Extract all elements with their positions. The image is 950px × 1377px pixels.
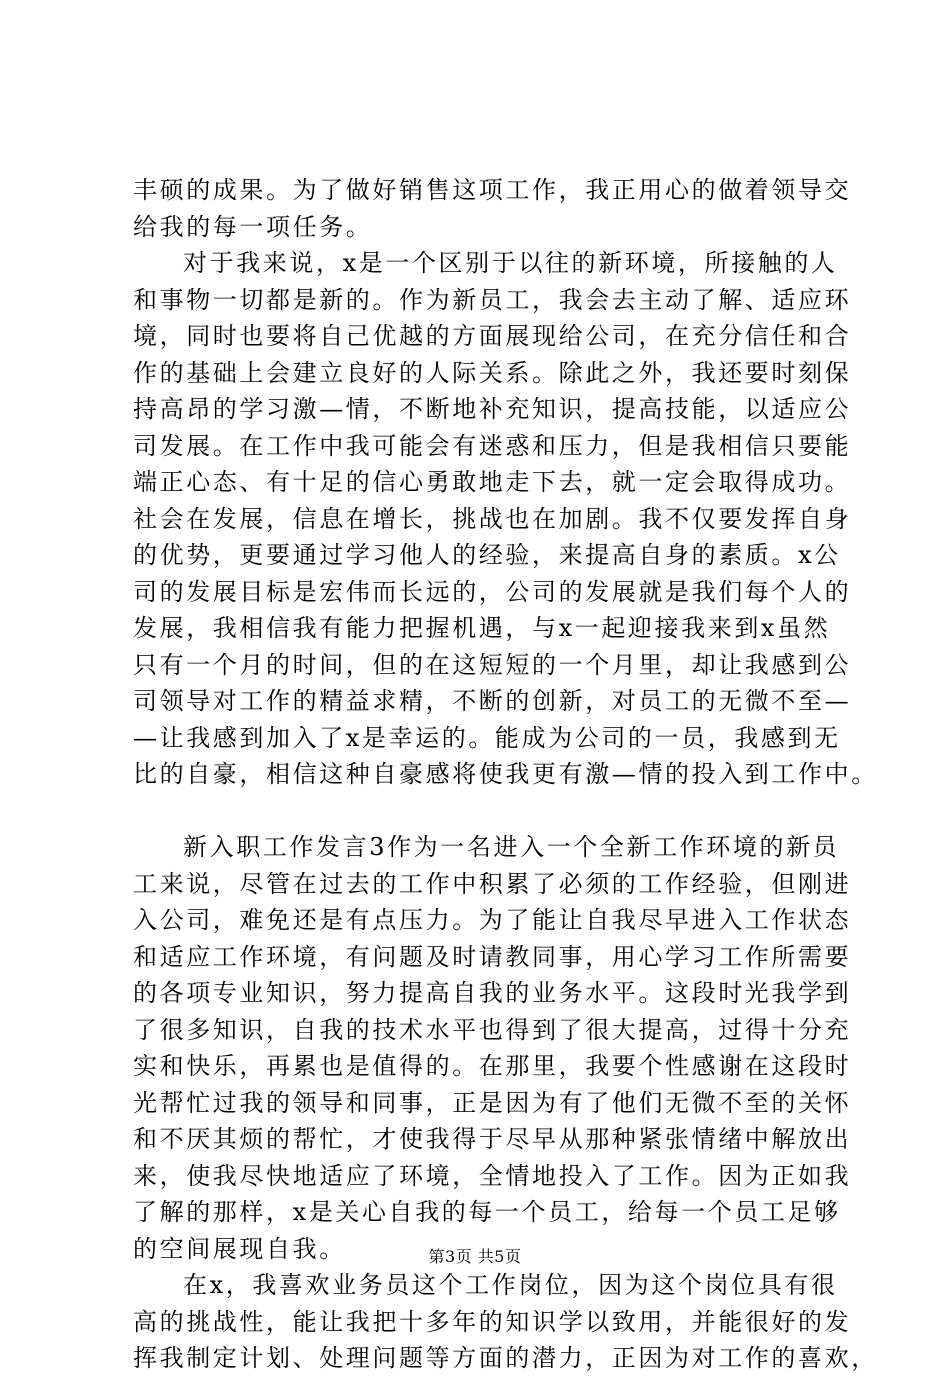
text-line: 挥我制定计划、处理问题等方面的潜力，正因为对工作的喜欢，	[133, 1344, 878, 1372]
text-line: 工来说，尽管在过去的工作中积累了必须的工作经验，但刚进	[133, 869, 852, 898]
text-line: 在x，我喜欢业务员这个工作岗位，因为这个岗位具有很	[183, 1271, 838, 1299]
text-line: 的各项专业知识，努力提高自我的业务水平。这段时光我学到	[133, 979, 852, 1007]
text-line: 了很多知识，自我的技术水平也得到了很大提高，过得十分充	[133, 1015, 852, 1044]
text-line: 和事物一切都是新的。作为新员工，我会去主动了解、适应环	[133, 285, 852, 314]
text-line: 对于我来说，x是一个区别于以往的新环境，所接触的人	[183, 249, 838, 277]
text-line: 给我的每一项任务。	[133, 212, 373, 241]
text-line: 新入职工作发言3作为一名进入一个全新工作环境的新员	[183, 833, 840, 861]
text-line: 司领导对工作的精益求精，不断的创新，对员工的无微不至—	[133, 687, 852, 715]
text-line: 持高昂的学习激—情，不断地补充知识，提高技能，以适应公	[133, 395, 852, 423]
text-line: 司的发展目标是宏伟而长远的，公司的发展就是我们每个人的	[133, 577, 852, 606]
text-line: 和不厌其烦的帮忙，才使我得于尽早从那种紧张情绪中解放出	[133, 1125, 852, 1153]
text-line: 境，同时也要将自己优越的方面展现给公司，在充分信任和合	[133, 322, 852, 350]
text-line: 只有一个月的时间，但的在这短短的一个月里，却让我感到公	[133, 650, 852, 679]
page-number-footer: 第3页 共5页	[428, 1247, 522, 1266]
text-line: 司发展。在工作中我可能会有迷惑和压力，但是我相信只要能	[133, 431, 852, 460]
text-line: 的优势，更要通过学习他人的经验，来提高自身的素质。x公	[133, 541, 841, 569]
text-line: 的空间展现自我。	[133, 1234, 346, 1263]
text-line: 丰硕的成果。为了做好销售这项工作，我正用心的做着领导交	[133, 176, 852, 204]
paragraph-gap	[133, 793, 833, 830]
text-line: —让我感到加入了x是幸运的。能成为公司的一员，我感到无	[133, 723, 841, 752]
text-line: 来，使我尽快地适应了环境，全情地投入了工作。因为正如我	[133, 1161, 852, 1190]
text-line: 社会在发展，信息在增长，挑战也在加剧。我不仅要发挥自身	[133, 504, 852, 533]
text-line: 和适应工作环境，有问题及时请教同事，用心学习工作所需要	[133, 942, 852, 971]
text-line: 高的挑战性，能让我把十多年的知识学以致用，并能很好的发	[133, 1307, 852, 1336]
text-line: 入公司，难免还是有点压力。为了能让自我尽早进入工作状态	[133, 906, 852, 934]
text-line: 比的自豪，相信这种自豪感将使我更有激—情的投入到工作中。	[133, 760, 878, 788]
text-line: 光帮忙过我的领导和同事，正是因为有了他们无微不至的关怀	[133, 1088, 852, 1117]
body-text	[133, 172, 878, 1377]
text-line: 发展，我相信我有能力把握机遇，与x一起迎接我来到x虽然	[133, 614, 831, 642]
text-line: 实和快乐，再累也是值得的。在那里，我要个性感谢在这段时	[133, 1052, 852, 1080]
text-line: 作的基础上会建立良好的人际关系。除此之外，我还要时刻保	[133, 358, 852, 387]
text-line: 端正心态、有十足的信心勇敢地走下去，就一定会取得成功。	[133, 468, 852, 496]
text-line: 了解的那样，x是关心自我的每一个员工，给每一个员工足够	[133, 1198, 841, 1226]
